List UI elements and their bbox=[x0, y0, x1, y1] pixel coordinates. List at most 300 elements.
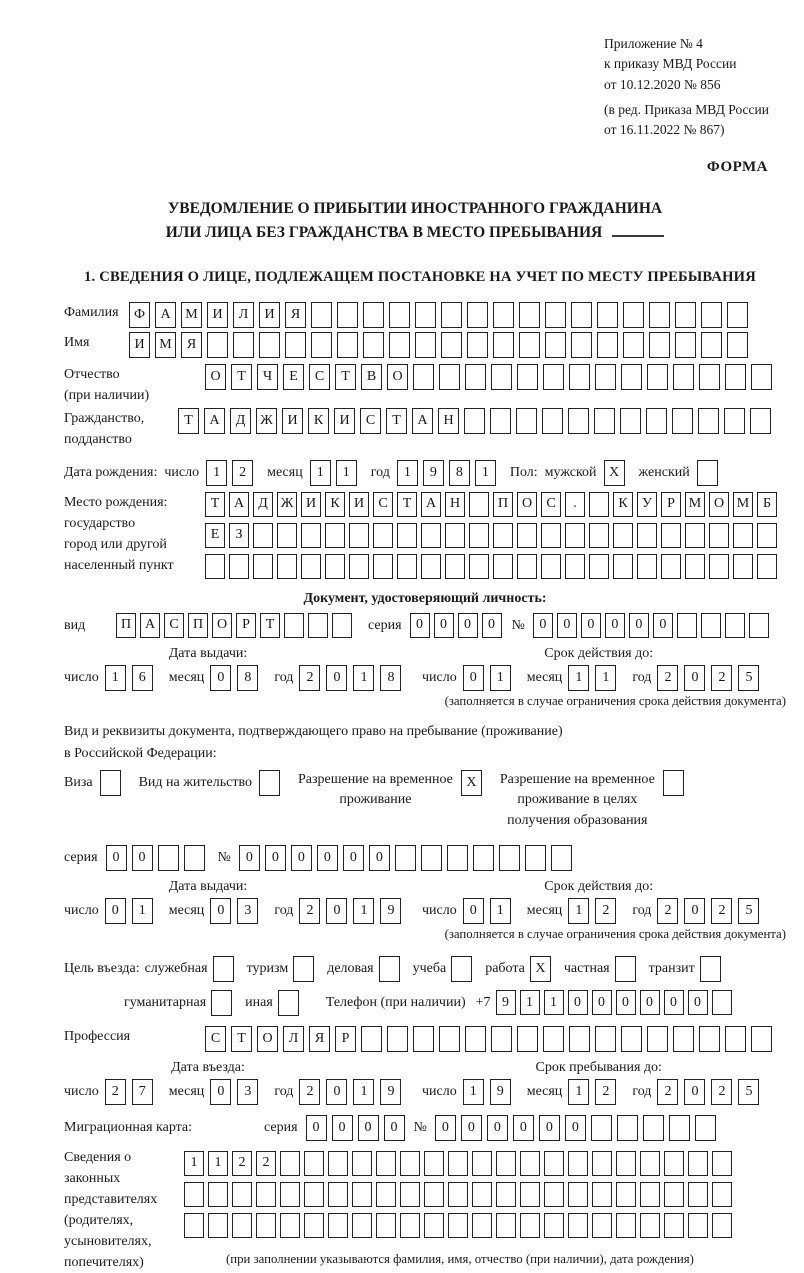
char-box[interactable] bbox=[616, 1151, 636, 1176]
char-box[interactable]: 0 bbox=[332, 1115, 353, 1141]
char-box[interactable] bbox=[520, 1213, 540, 1238]
char-box[interactable] bbox=[589, 554, 609, 579]
char-box[interactable] bbox=[421, 845, 442, 871]
char-box[interactable]: Т bbox=[397, 492, 417, 517]
char-box[interactable]: 1 bbox=[568, 898, 589, 924]
char-box[interactable]: X bbox=[604, 460, 625, 486]
char-box[interactable] bbox=[400, 1151, 420, 1176]
char-box[interactable] bbox=[349, 523, 369, 548]
char-box[interactable] bbox=[545, 332, 566, 358]
char-box[interactable]: 0 bbox=[132, 845, 153, 871]
char-box[interactable] bbox=[469, 523, 489, 548]
char-box[interactable] bbox=[451, 956, 472, 982]
char-box[interactable] bbox=[589, 492, 609, 517]
char-box[interactable]: И bbox=[282, 408, 303, 434]
char-box[interactable] bbox=[640, 1151, 660, 1176]
char-box[interactable]: 0 bbox=[306, 1115, 327, 1141]
char-box[interactable]: И bbox=[334, 408, 355, 434]
char-box[interactable] bbox=[709, 554, 729, 579]
char-box[interactable] bbox=[616, 1213, 636, 1238]
char-box[interactable] bbox=[441, 302, 462, 328]
char-box[interactable] bbox=[373, 523, 393, 548]
char-box[interactable] bbox=[649, 332, 670, 358]
char-box[interactable]: Т bbox=[260, 613, 280, 638]
char-box[interactable]: Н bbox=[438, 408, 459, 434]
char-box[interactable] bbox=[232, 1213, 252, 1238]
char-box[interactable]: Ч bbox=[257, 364, 278, 390]
char-box[interactable] bbox=[544, 1213, 564, 1238]
char-box[interactable] bbox=[421, 523, 441, 548]
char-box[interactable] bbox=[663, 770, 684, 796]
char-box[interactable] bbox=[712, 1151, 732, 1176]
char-box[interactable] bbox=[387, 1026, 408, 1052]
char-box[interactable]: Т bbox=[205, 492, 225, 517]
char-box[interactable] bbox=[472, 1182, 492, 1207]
char-box[interactable] bbox=[207, 332, 228, 358]
char-box[interactable]: 0 bbox=[482, 613, 502, 638]
char-box[interactable] bbox=[232, 1182, 252, 1207]
char-box[interactable] bbox=[308, 613, 328, 638]
char-box[interactable]: З bbox=[229, 523, 249, 548]
char-box[interactable] bbox=[623, 302, 644, 328]
char-box[interactable]: А bbox=[155, 302, 176, 328]
char-box[interactable] bbox=[516, 408, 537, 434]
char-box[interactable]: 1 bbox=[397, 460, 418, 486]
char-box[interactable] bbox=[301, 554, 321, 579]
char-box[interactable] bbox=[277, 523, 297, 548]
char-box[interactable] bbox=[439, 364, 460, 390]
char-box[interactable] bbox=[677, 613, 697, 638]
char-box[interactable]: О bbox=[709, 492, 729, 517]
char-box[interactable] bbox=[646, 408, 667, 434]
char-box[interactable]: 1 bbox=[310, 460, 331, 486]
char-box[interactable] bbox=[465, 1026, 486, 1052]
char-box[interactable]: 1 bbox=[490, 665, 511, 691]
char-box[interactable]: П bbox=[116, 613, 136, 638]
char-box[interactable]: 2 bbox=[657, 898, 678, 924]
char-box[interactable]: 2 bbox=[299, 1079, 320, 1105]
char-box[interactable]: И bbox=[301, 492, 321, 517]
char-box[interactable]: И bbox=[207, 302, 228, 328]
char-box[interactable]: У bbox=[637, 492, 657, 517]
char-box[interactable]: 0 bbox=[317, 845, 338, 871]
char-box[interactable] bbox=[565, 554, 585, 579]
char-box[interactable] bbox=[695, 1115, 716, 1141]
char-box[interactable] bbox=[465, 364, 486, 390]
char-box[interactable] bbox=[664, 1213, 684, 1238]
char-box[interactable]: Р bbox=[335, 1026, 356, 1052]
char-box[interactable]: 2 bbox=[232, 1151, 252, 1176]
char-box[interactable] bbox=[301, 523, 321, 548]
char-box[interactable] bbox=[697, 460, 718, 486]
char-box[interactable] bbox=[673, 364, 694, 390]
char-box[interactable]: Т bbox=[231, 364, 252, 390]
char-box[interactable]: О bbox=[205, 364, 226, 390]
char-box[interactable] bbox=[597, 302, 618, 328]
char-box[interactable]: Р bbox=[236, 613, 256, 638]
char-box[interactable]: 3 bbox=[237, 898, 258, 924]
char-box[interactable] bbox=[699, 1026, 720, 1052]
char-box[interactable]: 5 bbox=[738, 1079, 759, 1105]
char-box[interactable] bbox=[376, 1213, 396, 1238]
char-box[interactable] bbox=[253, 554, 273, 579]
char-box[interactable]: С bbox=[205, 1026, 226, 1052]
char-box[interactable] bbox=[469, 492, 489, 517]
char-box[interactable]: 8 bbox=[449, 460, 470, 486]
char-box[interactable]: X bbox=[530, 956, 551, 982]
char-box[interactable]: Я bbox=[285, 302, 306, 328]
char-box[interactable]: 0 bbox=[568, 990, 588, 1015]
char-box[interactable]: 0 bbox=[239, 845, 260, 871]
char-box[interactable]: 2 bbox=[299, 898, 320, 924]
char-box[interactable]: 1 bbox=[353, 665, 374, 691]
char-box[interactable] bbox=[519, 332, 540, 358]
char-box[interactable] bbox=[643, 1115, 664, 1141]
char-box[interactable] bbox=[637, 523, 657, 548]
char-box[interactable]: 2 bbox=[657, 1079, 678, 1105]
char-box[interactable]: В bbox=[361, 364, 382, 390]
char-box[interactable]: 1 bbox=[490, 898, 511, 924]
char-box[interactable] bbox=[363, 332, 384, 358]
char-box[interactable]: 9 bbox=[496, 990, 516, 1015]
char-box[interactable] bbox=[363, 302, 384, 328]
char-box[interactable] bbox=[569, 1026, 590, 1052]
char-box[interactable] bbox=[647, 1026, 668, 1052]
char-box[interactable] bbox=[337, 332, 358, 358]
char-box[interactable]: 8 bbox=[380, 665, 401, 691]
char-box[interactable] bbox=[376, 1182, 396, 1207]
char-box[interactable] bbox=[493, 302, 514, 328]
char-box[interactable] bbox=[467, 332, 488, 358]
char-box[interactable] bbox=[441, 332, 462, 358]
char-box[interactable] bbox=[493, 523, 513, 548]
char-box[interactable]: 0 bbox=[461, 1115, 482, 1141]
char-box[interactable] bbox=[637, 554, 657, 579]
char-box[interactable] bbox=[415, 332, 436, 358]
char-box[interactable] bbox=[617, 1115, 638, 1141]
char-box[interactable] bbox=[620, 408, 641, 434]
char-box[interactable] bbox=[701, 613, 721, 638]
char-box[interactable] bbox=[376, 1151, 396, 1176]
char-box[interactable]: К bbox=[613, 492, 633, 517]
char-box[interactable] bbox=[544, 1151, 564, 1176]
char-box[interactable] bbox=[589, 523, 609, 548]
char-box[interactable] bbox=[395, 845, 416, 871]
char-box[interactable] bbox=[685, 523, 705, 548]
char-box[interactable] bbox=[595, 364, 616, 390]
char-box[interactable] bbox=[647, 364, 668, 390]
char-box[interactable] bbox=[379, 956, 400, 982]
char-box[interactable]: 0 bbox=[463, 665, 484, 691]
char-box[interactable] bbox=[592, 1213, 612, 1238]
char-box[interactable]: 1 bbox=[475, 460, 496, 486]
char-box[interactable] bbox=[256, 1182, 276, 1207]
char-box[interactable]: 2 bbox=[657, 665, 678, 691]
char-box[interactable]: 0 bbox=[487, 1115, 508, 1141]
char-box[interactable]: Т bbox=[178, 408, 199, 434]
char-box[interactable]: П bbox=[188, 613, 208, 638]
char-box[interactable] bbox=[473, 845, 494, 871]
char-box[interactable] bbox=[184, 1213, 204, 1238]
char-box[interactable] bbox=[337, 302, 358, 328]
char-box[interactable] bbox=[551, 845, 572, 871]
char-box[interactable]: 0 bbox=[581, 613, 601, 638]
char-box[interactable] bbox=[421, 554, 441, 579]
char-box[interactable]: 0 bbox=[326, 665, 347, 691]
char-box[interactable]: 2 bbox=[711, 1079, 732, 1105]
char-box[interactable] bbox=[284, 613, 304, 638]
char-box[interactable] bbox=[464, 408, 485, 434]
char-box[interactable] bbox=[727, 302, 748, 328]
char-box[interactable]: Я bbox=[309, 1026, 330, 1052]
char-box[interactable]: Е bbox=[205, 523, 225, 548]
char-box[interactable] bbox=[733, 554, 753, 579]
char-box[interactable] bbox=[424, 1151, 444, 1176]
char-box[interactable] bbox=[520, 1182, 540, 1207]
char-box[interactable] bbox=[499, 845, 520, 871]
char-box[interactable] bbox=[597, 332, 618, 358]
char-box[interactable]: 9 bbox=[490, 1079, 511, 1105]
char-box[interactable]: 1 bbox=[105, 665, 126, 691]
char-box[interactable]: 7 bbox=[132, 1079, 153, 1105]
char-box[interactable]: 0 bbox=[105, 898, 126, 924]
char-box[interactable] bbox=[571, 332, 592, 358]
char-box[interactable] bbox=[490, 408, 511, 434]
char-box[interactable] bbox=[208, 1213, 228, 1238]
char-box[interactable]: А bbox=[229, 492, 249, 517]
char-box[interactable] bbox=[568, 1213, 588, 1238]
char-box[interactable]: 0 bbox=[463, 898, 484, 924]
char-box[interactable] bbox=[568, 408, 589, 434]
char-box[interactable] bbox=[699, 364, 720, 390]
char-box[interactable] bbox=[675, 302, 696, 328]
char-box[interactable]: 0 bbox=[435, 1115, 456, 1141]
char-box[interactable]: 0 bbox=[684, 898, 705, 924]
char-box[interactable]: 8 bbox=[237, 665, 258, 691]
char-box[interactable] bbox=[213, 956, 234, 982]
char-box[interactable] bbox=[750, 408, 771, 434]
char-box[interactable] bbox=[701, 302, 722, 328]
char-box[interactable]: 0 bbox=[513, 1115, 534, 1141]
char-box[interactable]: 9 bbox=[380, 898, 401, 924]
char-box[interactable] bbox=[293, 956, 314, 982]
char-box[interactable]: Л bbox=[233, 302, 254, 328]
char-box[interactable]: Е bbox=[283, 364, 304, 390]
char-box[interactable] bbox=[591, 1115, 612, 1141]
char-box[interactable]: 9 bbox=[380, 1079, 401, 1105]
char-box[interactable] bbox=[725, 1026, 746, 1052]
char-box[interactable]: 9 bbox=[423, 460, 444, 486]
char-box[interactable] bbox=[709, 523, 729, 548]
char-box[interactable]: 1 bbox=[463, 1079, 484, 1105]
char-box[interactable] bbox=[517, 554, 537, 579]
char-box[interactable]: 0 bbox=[664, 990, 684, 1015]
char-box[interactable]: М bbox=[181, 302, 202, 328]
char-box[interactable]: 0 bbox=[358, 1115, 379, 1141]
char-box[interactable]: 0 bbox=[326, 898, 347, 924]
char-box[interactable] bbox=[349, 554, 369, 579]
char-box[interactable] bbox=[727, 332, 748, 358]
char-box[interactable]: 1 bbox=[595, 665, 616, 691]
char-box[interactable]: 3 bbox=[237, 1079, 258, 1105]
char-box[interactable] bbox=[491, 1026, 512, 1052]
char-box[interactable]: 0 bbox=[688, 990, 708, 1015]
char-box[interactable] bbox=[233, 332, 254, 358]
char-box[interactable] bbox=[280, 1213, 300, 1238]
char-box[interactable] bbox=[397, 523, 417, 548]
char-box[interactable]: 0 bbox=[565, 1115, 586, 1141]
char-box[interactable] bbox=[445, 523, 465, 548]
char-box[interactable] bbox=[621, 1026, 642, 1052]
char-box[interactable] bbox=[158, 845, 179, 871]
char-box[interactable]: О bbox=[257, 1026, 278, 1052]
char-box[interactable]: Л bbox=[283, 1026, 304, 1052]
char-box[interactable] bbox=[544, 1182, 564, 1207]
char-box[interactable]: 0 bbox=[458, 613, 478, 638]
char-box[interactable]: Т bbox=[335, 364, 356, 390]
char-box[interactable] bbox=[352, 1151, 372, 1176]
char-box[interactable] bbox=[389, 332, 410, 358]
char-box[interactable]: И bbox=[129, 332, 150, 358]
char-box[interactable] bbox=[517, 1026, 538, 1052]
char-box[interactable]: 0 bbox=[533, 613, 553, 638]
char-box[interactable] bbox=[259, 332, 280, 358]
char-box[interactable] bbox=[565, 523, 585, 548]
char-box[interactable] bbox=[424, 1213, 444, 1238]
char-box[interactable] bbox=[661, 554, 681, 579]
char-box[interactable] bbox=[613, 523, 633, 548]
char-box[interactable] bbox=[413, 364, 434, 390]
char-box[interactable] bbox=[688, 1151, 708, 1176]
char-box[interactable] bbox=[448, 1151, 468, 1176]
char-box[interactable]: А bbox=[421, 492, 441, 517]
char-box[interactable]: 0 bbox=[210, 898, 231, 924]
char-box[interactable] bbox=[445, 554, 465, 579]
char-box[interactable]: А bbox=[140, 613, 160, 638]
char-box[interactable]: 0 bbox=[684, 665, 705, 691]
char-box[interactable] bbox=[491, 364, 512, 390]
char-box[interactable] bbox=[208, 1182, 228, 1207]
char-box[interactable] bbox=[259, 770, 280, 796]
char-box[interactable] bbox=[698, 408, 719, 434]
char-box[interactable]: 1 bbox=[184, 1151, 204, 1176]
char-box[interactable]: Д bbox=[253, 492, 273, 517]
char-box[interactable]: М bbox=[733, 492, 753, 517]
char-box[interactable]: 1 bbox=[132, 898, 153, 924]
char-box[interactable]: С bbox=[164, 613, 184, 638]
char-box[interactable]: С bbox=[541, 492, 561, 517]
char-box[interactable] bbox=[256, 1213, 276, 1238]
char-box[interactable]: 2 bbox=[299, 665, 320, 691]
char-box[interactable]: Н bbox=[445, 492, 465, 517]
char-box[interactable] bbox=[277, 554, 297, 579]
char-box[interactable] bbox=[525, 845, 546, 871]
char-box[interactable]: 1 bbox=[206, 460, 227, 486]
char-box[interactable]: 2 bbox=[105, 1079, 126, 1105]
char-box[interactable] bbox=[751, 1026, 772, 1052]
char-box[interactable] bbox=[568, 1151, 588, 1176]
char-box[interactable] bbox=[733, 523, 753, 548]
char-box[interactable]: 5 bbox=[738, 898, 759, 924]
char-box[interactable] bbox=[332, 613, 352, 638]
char-box[interactable] bbox=[712, 990, 732, 1015]
char-box[interactable]: 0 bbox=[265, 845, 286, 871]
char-box[interactable]: 2 bbox=[711, 898, 732, 924]
char-box[interactable] bbox=[100, 770, 121, 796]
char-box[interactable] bbox=[328, 1182, 348, 1207]
char-box[interactable]: 0 bbox=[557, 613, 577, 638]
char-box[interactable] bbox=[400, 1213, 420, 1238]
char-box[interactable] bbox=[569, 364, 590, 390]
char-box[interactable] bbox=[664, 1182, 684, 1207]
char-box[interactable]: С bbox=[373, 492, 393, 517]
char-box[interactable]: X bbox=[461, 770, 482, 796]
char-box[interactable] bbox=[685, 554, 705, 579]
char-box[interactable]: М bbox=[155, 332, 176, 358]
char-box[interactable] bbox=[280, 1151, 300, 1176]
char-box[interactable] bbox=[496, 1182, 516, 1207]
char-box[interactable] bbox=[673, 1026, 694, 1052]
char-box[interactable] bbox=[467, 302, 488, 328]
char-box[interactable] bbox=[389, 302, 410, 328]
char-box[interactable] bbox=[725, 613, 745, 638]
char-box[interactable]: 2 bbox=[232, 460, 253, 486]
char-box[interactable]: 1 bbox=[568, 1079, 589, 1105]
char-box[interactable] bbox=[712, 1213, 732, 1238]
char-box[interactable] bbox=[325, 554, 345, 579]
char-box[interactable] bbox=[571, 302, 592, 328]
char-box[interactable]: 0 bbox=[210, 665, 231, 691]
char-box[interactable] bbox=[493, 332, 514, 358]
char-box[interactable]: А bbox=[204, 408, 225, 434]
char-box[interactable] bbox=[623, 332, 644, 358]
char-box[interactable]: Ж bbox=[277, 492, 297, 517]
char-box[interactable] bbox=[543, 1026, 564, 1052]
char-box[interactable] bbox=[415, 302, 436, 328]
char-box[interactable] bbox=[304, 1182, 324, 1207]
char-box[interactable]: 0 bbox=[640, 990, 660, 1015]
char-box[interactable] bbox=[472, 1213, 492, 1238]
char-box[interactable] bbox=[543, 364, 564, 390]
char-box[interactable] bbox=[640, 1182, 660, 1207]
char-box[interactable]: С bbox=[360, 408, 381, 434]
char-box[interactable] bbox=[253, 523, 273, 548]
char-box[interactable]: 1 bbox=[568, 665, 589, 691]
char-box[interactable]: Я bbox=[181, 332, 202, 358]
char-box[interactable] bbox=[447, 845, 468, 871]
char-box[interactable]: 0 bbox=[653, 613, 673, 638]
char-box[interactable] bbox=[496, 1213, 516, 1238]
char-box[interactable] bbox=[205, 554, 225, 579]
char-box[interactable]: И bbox=[349, 492, 369, 517]
char-box[interactable] bbox=[496, 1151, 516, 1176]
char-box[interactable] bbox=[688, 1213, 708, 1238]
char-box[interactable]: 0 bbox=[592, 990, 612, 1015]
char-box[interactable]: 1 bbox=[353, 1079, 374, 1105]
char-box[interactable] bbox=[545, 302, 566, 328]
char-box[interactable] bbox=[669, 1115, 690, 1141]
char-box[interactable] bbox=[568, 1182, 588, 1207]
char-box[interactable] bbox=[613, 554, 633, 579]
char-box[interactable]: О bbox=[517, 492, 537, 517]
char-box[interactable] bbox=[325, 523, 345, 548]
char-box[interactable] bbox=[328, 1213, 348, 1238]
char-box[interactable] bbox=[672, 408, 693, 434]
char-box[interactable]: 0 bbox=[434, 613, 454, 638]
char-box[interactable] bbox=[352, 1182, 372, 1207]
char-box[interactable]: 0 bbox=[210, 1079, 231, 1105]
char-box[interactable]: 0 bbox=[410, 613, 430, 638]
